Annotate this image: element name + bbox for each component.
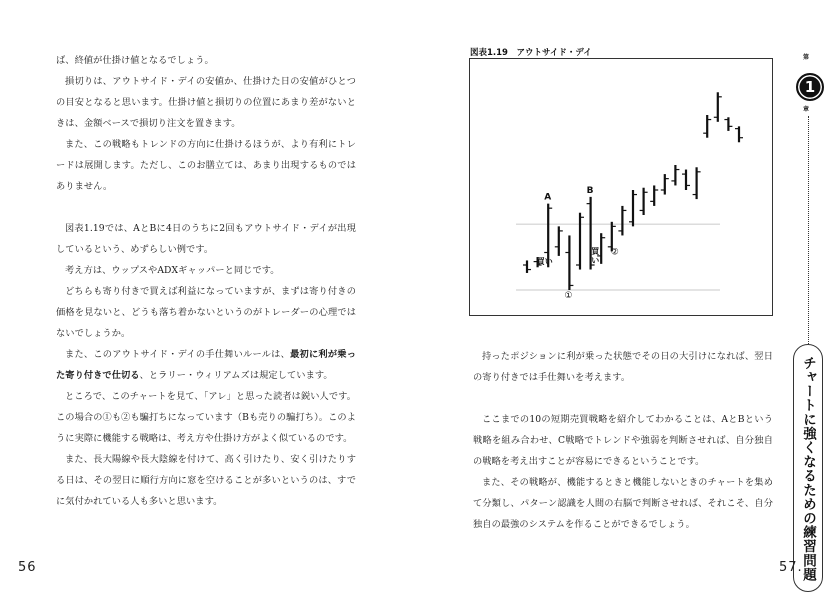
paragraph bbox=[473, 472, 773, 535]
figure-chart bbox=[469, 58, 773, 316]
paragraph-gap bbox=[473, 388, 773, 409]
emphasis-text: 最初に利が乗った寄り付きで仕切る bbox=[56, 349, 356, 381]
paragraph bbox=[56, 50, 356, 71]
label-b: B bbox=[586, 185, 594, 196]
paragraph-text: また、この戦略もトレンドの方向に仕掛けるほうが、より有利にトレードは展開します。ただし、このお膳立ては、あまり出現するものではありません。 bbox=[56, 139, 356, 192]
ohlc-bar bbox=[724, 117, 732, 131]
paragraph bbox=[56, 260, 356, 281]
paragraph bbox=[473, 409, 773, 472]
ohlc-bar bbox=[735, 126, 743, 142]
paragraph bbox=[56, 344, 356, 386]
ohlc-bar bbox=[523, 260, 531, 273]
paragraph-text: ところで、このチャートを見て、「アレ」と思った読者は鋭い人です。この場合の①も②も騙打ちになっています（Bも売りの騙打ち）。このように実際に機能する戦略は、考え方や仕掛け方がよく似ているのです。 bbox=[56, 391, 356, 444]
paragraph-gap bbox=[56, 197, 356, 218]
chapter-number: 1 bbox=[804, 78, 816, 96]
paragraph-text: また、長大陽線や長大陰線を付けて、高く引けたり、安く引けたりする日は、その翌日に順行方向に窓を空けることが多いというのは、すでに気付かれている人も多いと思います。 bbox=[56, 454, 356, 507]
paragraph bbox=[56, 71, 356, 134]
paragraph-text: 損切りは、アウトサイド・デイの安値か、仕掛けた日の安値がひとつの目安となると思います。仕掛け値と損切りの位置にあまり差がないときは、金額ベースで損切り注文を置きます。 bbox=[56, 76, 356, 129]
label-circle-1: ① bbox=[564, 291, 573, 301]
label-a: A bbox=[544, 192, 552, 203]
chapter-dotted-rule bbox=[808, 116, 809, 344]
right-page bbox=[417, 0, 834, 582]
ohlc-bar bbox=[682, 170, 690, 190]
label-buy-1: 買い bbox=[536, 256, 553, 266]
paragraph-text: どちらも寄り付きで買えば利益になっていますが、まずは寄り付きの価格を見ないと、どうも落ち着かないというのがトレーダーの心理ではないでしょうか。 bbox=[56, 286, 356, 339]
paragraph-text: 図表1.19では、AとBに4日のうちに2回もアウトサイド・デイが出現しているという、めずらしい例です。 bbox=[56, 223, 356, 255]
label-circle-2: ② bbox=[610, 247, 619, 258]
ohlc-bar bbox=[703, 115, 711, 138]
ohlc-bar bbox=[640, 188, 648, 215]
chapter-title: チャートに強くなるための練習問題 bbox=[800, 356, 816, 582]
paragraph bbox=[56, 134, 356, 197]
right-page-number: 57. bbox=[779, 560, 803, 575]
paragraph bbox=[56, 386, 356, 449]
chapter-label-top: 第 bbox=[803, 54, 810, 61]
paragraph-text: ここまでの10の短期売買戦略を紹介してわかることは、AとBという戦略を組み合わせ、C戦略でトレンドや強弱を判断させれば、自分独自の戦略を考え出すことが容易にできるということです。 bbox=[473, 414, 773, 467]
ohlc-bar bbox=[650, 185, 658, 205]
chapter-number-badge bbox=[796, 73, 824, 101]
paragraph-text: 、とラリー・ウィリアムズは規定しています。 bbox=[139, 370, 333, 381]
paragraph bbox=[56, 449, 356, 512]
ohlc-bar bbox=[671, 165, 679, 185]
paragraph-text: 持ったポジションに利が乗った状態でその日の大引けになれば、翌日の寄り付きでは手仕舞いを考えます。 bbox=[473, 351, 773, 383]
ohlc-bar bbox=[576, 213, 584, 270]
paragraph-text: ば、終値が仕掛け値となるでしょう。 bbox=[56, 55, 214, 66]
ohlc-bar bbox=[661, 174, 669, 194]
ohlc-bar bbox=[618, 206, 626, 236]
ohlc-bar bbox=[714, 92, 722, 122]
ohlc-bar bbox=[629, 190, 637, 226]
ohlc-chart bbox=[470, 59, 774, 317]
ohlc-bar bbox=[555, 226, 563, 256]
ohlc-bar bbox=[565, 235, 573, 290]
paragraph-text: 考え方は、ウップスやADXギャッパーと同じです。 bbox=[65, 265, 280, 276]
label-buy-2: 買い bbox=[591, 246, 600, 265]
paragraph bbox=[473, 346, 773, 388]
paragraph-text: また、このアウトサイド・デイの手仕舞いルールは、 bbox=[65, 349, 291, 360]
chapter-title-pill bbox=[793, 344, 823, 592]
left-page bbox=[0, 0, 417, 582]
paragraph bbox=[56, 281, 356, 344]
left-page-number: 56 bbox=[18, 560, 37, 575]
ohlc-bar bbox=[693, 167, 701, 199]
right-body-text bbox=[473, 346, 773, 535]
left-body-text bbox=[56, 50, 356, 512]
figure-title: 図表1.19 アウトサイド・デイ bbox=[470, 48, 592, 58]
chapter-label-bottom: 章 bbox=[803, 106, 810, 113]
paragraph-text: また、その戦略が、機能するときと機能しないときのチャートを集めて分類し、パターン認識を人間の右脳で判断させれば、それこそ、自分独自の最強のシステムを作ることができるでしょう。 bbox=[473, 477, 773, 530]
paragraph bbox=[56, 218, 356, 260]
